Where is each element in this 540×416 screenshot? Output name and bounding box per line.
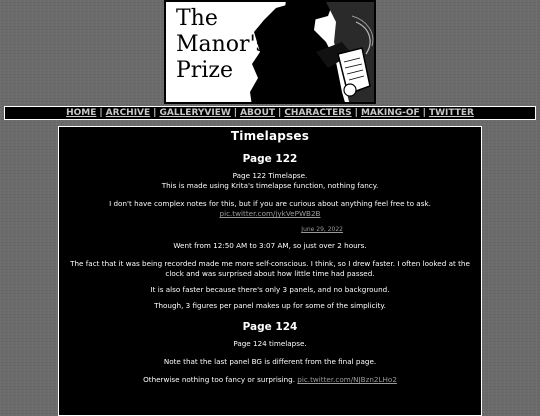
post-text: Otherwise nothing too fancy or surprising.: [143, 375, 295, 384]
post-text: Note that the last panel BG is different from the final page.: [163, 357, 377, 366]
nav-separator: |: [153, 108, 157, 118]
nav-separator: |: [278, 108, 282, 118]
banner-title-line: Prize: [176, 58, 233, 83]
post-content: [58, 126, 482, 416]
post-text: Though, 3 figures per panel makes up for some of the simplicity.: [154, 301, 386, 310]
nav-archive-link[interactable]: ARCHIVE: [105, 108, 151, 118]
nav-home-link[interactable]: HOME: [66, 108, 97, 118]
post-text: This is made using Krita's timelapse function, nothing fancy.: [161, 181, 379, 190]
banner-title: [176, 6, 267, 84]
nav-characters-link[interactable]: CHARACTERS: [284, 108, 352, 118]
post-text-with-link: [59, 375, 481, 385]
section-heading: Page 124: [242, 321, 298, 333]
nav-galleryview-link[interactable]: GALLERYVIEW: [159, 108, 231, 118]
post-text: Went from 12:50 AM to 3:07 AM, so just over 2 hours.: [173, 241, 367, 250]
post-text: It is also faster because there's only 3 panels, and no background.: [150, 285, 390, 294]
tweet-link-wrapper: [59, 209, 481, 219]
tweet-link[interactable]: pic.twitter.com/NJBzn2LHo2: [297, 375, 397, 384]
banner-title-line: The: [176, 6, 218, 31]
nav-twitter-link[interactable]: TWITTER: [428, 108, 474, 118]
tweet-link[interactable]: pic.twitter.com/jykVePWB2B: [219, 209, 321, 218]
section-heading: Page 122: [242, 153, 298, 165]
tweet-date-link[interactable]: June 29, 2022: [301, 226, 343, 233]
post-title: Timelapses: [230, 129, 310, 143]
tweet-date: [59, 225, 481, 235]
post-text: Page 124 timelapse.: [233, 339, 307, 348]
nav-separator: |: [99, 108, 103, 118]
nav-making-of-link[interactable]: MAKING-OF: [360, 108, 420, 118]
post-text: The fact that it was being recorded made me more self-conscious. I think, so I drew faster. I often looked at the clock and was surprised about how little time had passed.: [70, 259, 470, 278]
post-text: I don't have complex notes for this, but if you are curious about anything feel free to ask.: [109, 199, 431, 208]
nav-separator: |: [354, 108, 358, 118]
main-navigation: [4, 106, 536, 120]
post-text: Page 122 Timelapse.: [232, 171, 308, 180]
nav-separator: |: [233, 108, 238, 118]
nav-about-link[interactable]: ABOUT: [240, 108, 276, 118]
nav-separator: |: [422, 108, 426, 118]
site-banner[interactable]: [164, 0, 376, 104]
banner-title-line: Manor's: [176, 32, 267, 57]
